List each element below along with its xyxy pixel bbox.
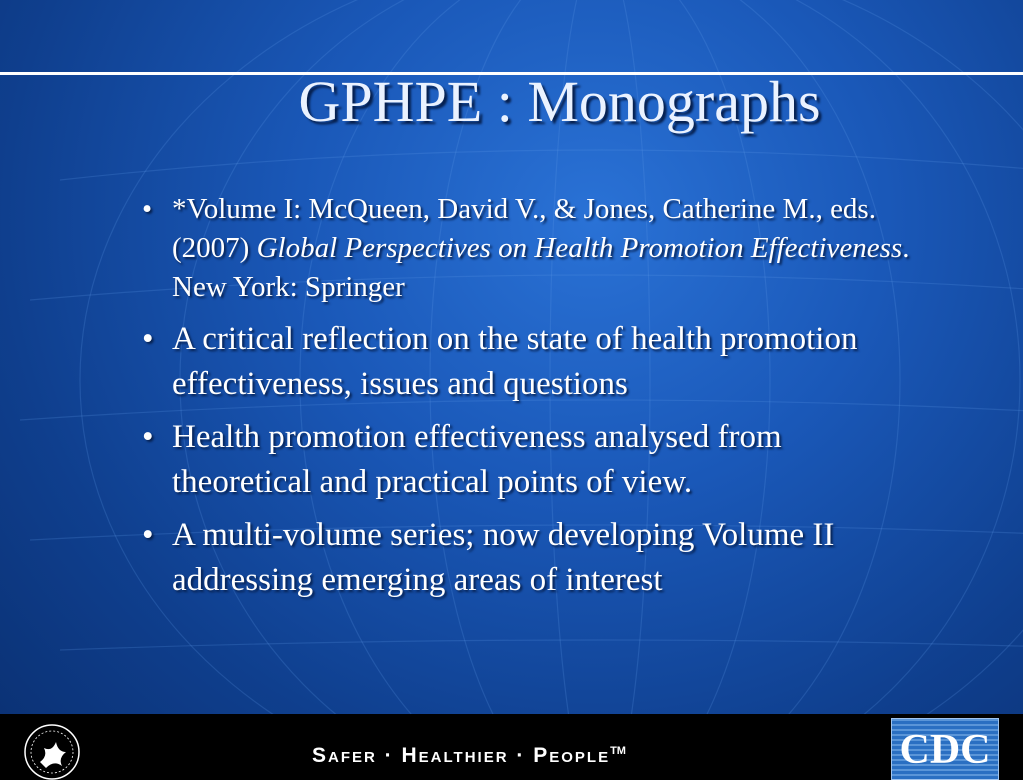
bullet-item (140, 415, 920, 505)
hhs-seal-icon (22, 722, 82, 780)
tagline-text: Safer · Healthier · People (312, 744, 611, 767)
cdc-logo-text: CDC (899, 727, 991, 773)
bullet-marker: • (142, 321, 154, 357)
bullet-text: A multi-volume series; now developing Volume II addressing emerging areas of interest (172, 517, 835, 598)
bullet-list (140, 190, 920, 611)
bullet-marker: • (142, 517, 154, 553)
trademark-mark: TM (610, 745, 626, 757)
book-title: Global Perspectives on Health Promotion Effectiveness (256, 232, 903, 264)
footer-tagline (312, 744, 626, 768)
citation-text: *Volume I: McQueen, David V., & Jones, Catherine M., eds.(2007) (172, 193, 876, 264)
bullet-item (140, 190, 920, 307)
bullet-text: A critical reflection on the state of health promotion effectiveness, issues and questions (172, 321, 858, 402)
footer-bar (0, 714, 1023, 780)
bullet-text: Health promotion effectiveness analysed from theoretical and practical points of view. (172, 419, 782, 500)
bullet-marker: • (142, 419, 154, 455)
bullet-item (140, 513, 920, 603)
bullet-marker: • (142, 193, 153, 225)
bullet-item (140, 317, 920, 407)
slide-title: GPHPE : Monographs (298, 69, 821, 134)
citation-publisher: . New York: Springer (172, 232, 910, 303)
cdc-logo (891, 718, 999, 780)
